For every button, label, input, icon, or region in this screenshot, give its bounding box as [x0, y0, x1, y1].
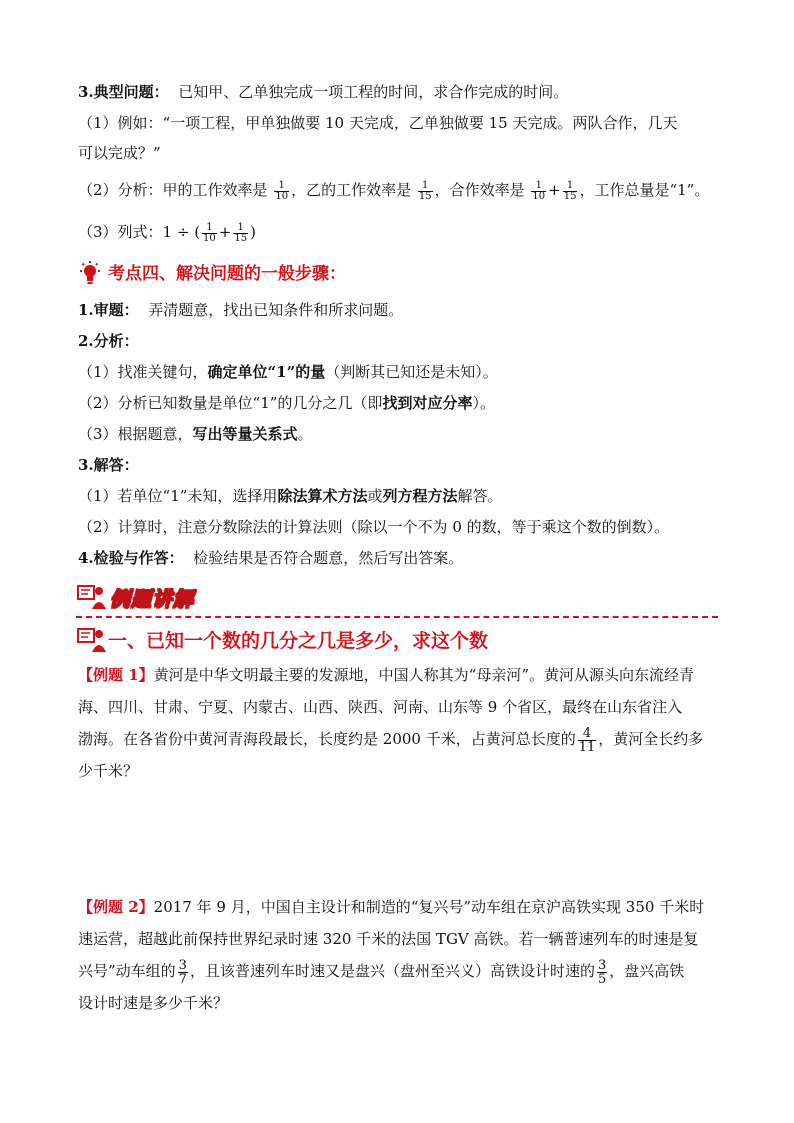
- plus-sign: +: [548, 181, 561, 199]
- formula-end: ): [250, 223, 256, 241]
- typical-problem-desc: 已知甲、乙单独完成一项工程的时间，求合作完成的时间。: [178, 83, 569, 101]
- formula-line: [78, 222, 256, 244]
- step4-text: 检验结果是否符合题意，然后写出答案。: [193, 549, 464, 567]
- step3-title: 3.解答：: [78, 456, 139, 474]
- example1-fraction: $\frac{4}{11}$: [578, 725, 596, 755]
- step2-2: （2）分析已知数量是单位“1”的几分之几（即找到对应分率）。: [78, 394, 495, 412]
- example2-block: 【例题 2】2017 年 9 月，中国自主设计和制造的“复兴号”动车组在京沪高铁实现 350 千米时 速运营，超越此前保持世界纪录时速 320 千米的法国 TGV 高铁。若一辆普速列车的时速是复 兴号”动车组的 $\frac{3}{7}$ ，且该普速列车时速又是盘兴（盘州至兴义）高铁设计时速的 $\frac{3}{5}$ ，盘兴高铁 设计时速是多少千米？: [78, 898, 705, 1012]
- teacher-icon: [77, 582, 107, 610]
- typical-problem-line: [78, 82, 568, 102]
- example1-tag: 【例题 1】: [78, 666, 154, 684]
- analysis-fraction-4: $\frac{1}{15}$: [563, 179, 577, 202]
- analysis-line: [78, 180, 709, 202]
- teacher-icon-small: [77, 625, 107, 653]
- lightbulb-icon: [77, 260, 103, 286]
- formula-fraction-2: $\frac{1}{15}$: [234, 221, 248, 244]
- analysis-text-c: ，合作效率是: [434, 181, 525, 199]
- example-banner-title: 例题讲解: [110, 587, 194, 611]
- analysis-text-d: ，工作总量是“1”。: [579, 181, 710, 199]
- example2-tag: 【例题 2】: [78, 898, 154, 916]
- step2-1: （1）找准关键句，确定单位“1”的量（判断其已知还是未知）。: [78, 363, 498, 381]
- formula-label: （3）列式：1 ÷ (: [78, 223, 201, 241]
- step1-title: 1.审题：: [78, 301, 139, 319]
- formula-plus: +: [218, 223, 232, 241]
- formula-fraction-1: $\frac{1}{10}$: [203, 221, 216, 244]
- step1-text: 弄清题意，找出已知条件和所求问题。: [148, 301, 404, 319]
- analysis-fraction-2: $\frac{1}{15}$: [418, 179, 432, 202]
- example-line-2: 可以完成？”: [78, 144, 161, 162]
- example1-block: 【例题 1】黄河是中华文明最主要的发源地，中国人称其为“母亲河”。黄河从源头向东流经青 海、四川、甘肃、宁夏、内蒙古、山西、陕西、河南、山东等 9 个省区，最终在山东省注入 渤海。在各省份中黄河青海段最长，长度约是 2000 千米，占黄河总长度的 $\frac{4}{11}$ ，黄河全长约多 少千米？: [78, 666, 704, 780]
- analysis-fraction-3: $\frac{1}{10}$: [532, 179, 546, 202]
- step3-2: （2）计算时，注意分数除法的计算法则（除以一个不为 0 的数，等于乘这个数的倒数）。: [78, 518, 670, 536]
- dashed-divider: [76, 616, 718, 618]
- step4-title: 4.检验与作答：: [78, 549, 184, 567]
- step4-line: [78, 548, 463, 568]
- step1-line: [78, 300, 403, 320]
- step2-title: 2.分析：: [78, 332, 139, 350]
- typical-problem-title: 3.典型问题：: [78, 83, 169, 101]
- subsection-title: 一、已知一个数的几分之几是多少，求这个数: [108, 630, 489, 652]
- example2-fraction-1: $\frac{3}{7}$: [178, 957, 187, 987]
- point4-title: 考点四、解决问题的一般步骤：: [108, 264, 346, 284]
- analysis-text-b: ，乙的工作效率是: [291, 181, 412, 199]
- example-line-1: （1）例如：“一项工程，甲单独做要 10 天完成，乙单独做要 15 天完成。两队合作，几天: [78, 114, 678, 132]
- step2-3: （3）根据题意，写出等量关系式。: [78, 425, 313, 443]
- analysis-text-a: （2）分析：甲的工作效率是: [78, 181, 268, 199]
- example2-fraction-2: $\frac{3}{5}$: [597, 957, 607, 987]
- analysis-fraction-1: $\frac{1}{10}$: [275, 179, 289, 202]
- step3-1: （1）若单位“1”未知，选择用除法算术方法或列方程方法解答。: [78, 487, 503, 505]
